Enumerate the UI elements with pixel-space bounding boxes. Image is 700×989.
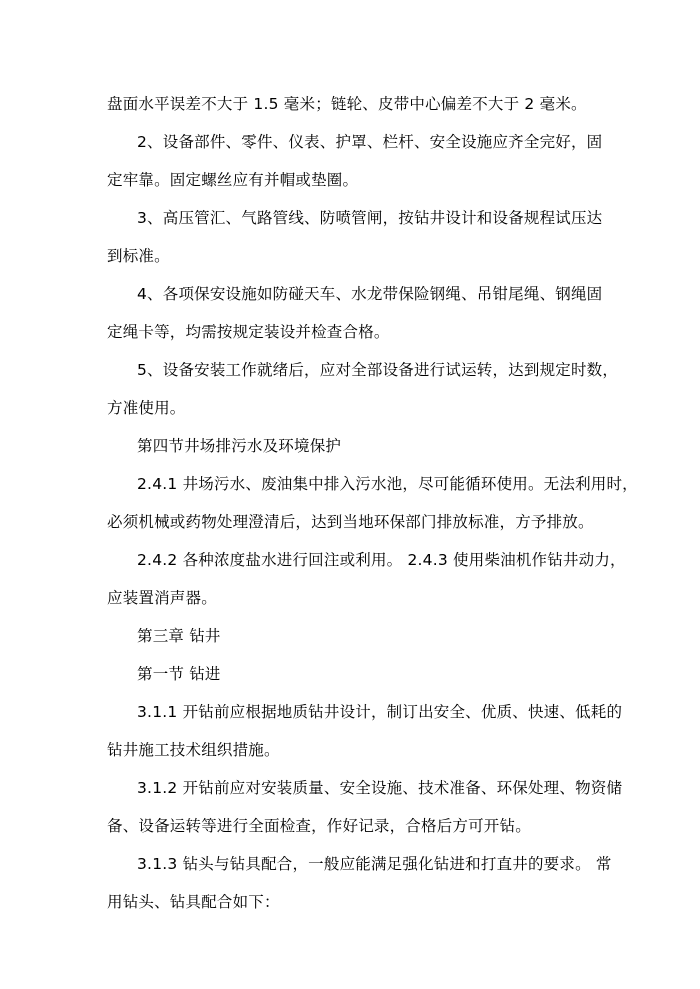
text-line: 5、设备安装工作就绪后，应对全部设备进行试运转，达到规定时数， bbox=[137, 361, 619, 379]
chapter-heading: 第三章 钻井 bbox=[137, 627, 221, 645]
text-line: 2、设备部件、零件、仪表、护罩、栏杆、安全设施应齐全完好，固 bbox=[137, 133, 603, 151]
text-line: 盘面水平误差不大于 1.5 毫米；链轮、皮带中心偏差不大于 2 毫米。 bbox=[107, 95, 587, 113]
text-line: 方准使用。 bbox=[107, 399, 186, 417]
section-heading: 第四节井场排污水及环境保护 bbox=[137, 437, 342, 455]
text-line: 定绳卡等，均需按规定装设并检查合格。 bbox=[107, 323, 390, 341]
text-line: 用钻头、钻具配合如下： bbox=[107, 893, 280, 911]
text-line: 2.4.2 各种浓度盐水进行回注或利用。 2.4.3 使用柴油机作钻井动力， bbox=[137, 551, 626, 569]
text-line: 3.1.2 开钻前应对安装质量、安全设施、技术准备、环保处理、物资储 bbox=[137, 779, 623, 797]
text-line: 必须机械或药物处理澄清后，达到当地环保部门排放标准，方予排放。 bbox=[107, 513, 594, 531]
text-line: 4、各项保安设施如防碰天车、水龙带保险钢绳、吊钳尾绳、钢绳固 bbox=[137, 285, 603, 303]
text-line: 3.1.3 钻头与钻具配合，一般应能满足强化钻进和打直井的要求。 常 bbox=[137, 855, 612, 873]
text-line: 2.4.1 井场污水、废油集中排入污水池，尽可能循环使用。无法利用时， bbox=[137, 475, 638, 493]
text-line: 3、高压管汇、气路管线、防喷管闸，按钻井设计和设备规程试压达 bbox=[137, 209, 603, 227]
text-line: 备、设备运转等进行全面检查，作好记录，合格后方可开钻。 bbox=[107, 817, 531, 835]
text-line: 3.1.1 开钻前应根据地质钻井设计，制订出安全、优质、快速、低耗的 bbox=[137, 703, 623, 721]
section-heading: 第一节 钻进 bbox=[137, 665, 221, 683]
text-line: 应装置消声器。 bbox=[107, 589, 217, 607]
text-line: 定牢靠。固定螺丝应有并帽或垫圈。 bbox=[107, 171, 359, 189]
text-line: 钻井施工技术组织措施。 bbox=[107, 741, 280, 759]
text-line: 到标准。 bbox=[107, 247, 170, 265]
